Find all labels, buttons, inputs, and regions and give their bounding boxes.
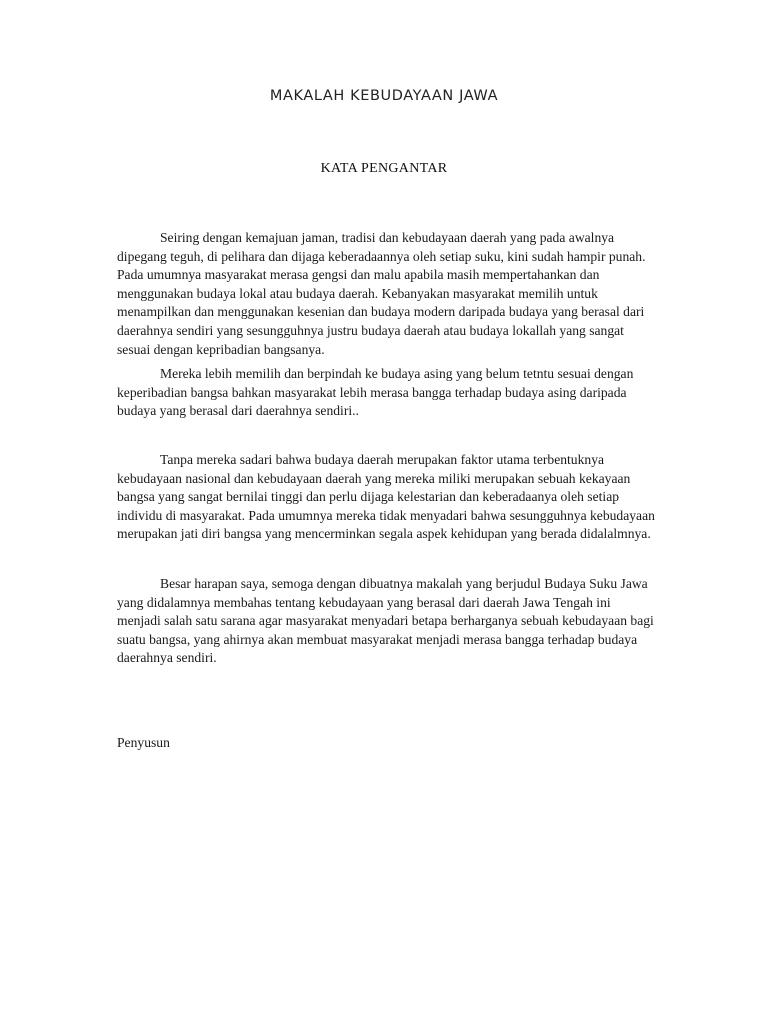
paragraph-2: Mereka lebih memilih dan berpindah ke budaya asing yang belum tetntu sesuai dengan keperibadian bangsa bahkan masyarakat lebih merasa bangga terhadap budaya asing daripada budaya yang berasal dari daerahnya sendiri.. xyxy=(117,366,634,419)
document-title: MAKALAH KEBUDAYAAN JAWA xyxy=(269,88,499,104)
author-signature: Penyusun xyxy=(117,735,170,750)
paragraph-3: Tanpa mereka sadari bahwa budaya daerah merupakan faktor utama terbentuknya kebudayaan nasional dan kebudayaan daerah yang mereka miliki merupakan sebuah kekayaan bangsa yang sangat bernilai tinggi dan perlu dijaga kelestarian dan keberadaanya oleh setiap individu di masyarakat. Pada umumnya mereka tidak menyadari bahwa sesungguhnya kebudayaan merupakan jati diri bangsa yang mencerminkan segala aspek kehidupan yang berada didalalmnya. xyxy=(117,451,655,542)
document-body xyxy=(117,229,657,668)
paragraph-1: Seiring dengan kemajuan jaman, tradisi dan kebudayaan daerah yang pada awalnya dipegang teguh, di pelihara dan dijaga keberadaannya oleh setiap suku, kini sudah hampir punah. Pada umumnya masyarakat merasa gengsi dan malu apabila masih mempertahankan dan menggunakan budaya lokal atau budaya daerah. Kebanyakan masyarakat memilih untuk menampilkan dan menggunakan kesenian dan budaya modern daripada budaya yang berasal dari daerahnya sendiri yang sesungguhnya justru budaya daerah atau budaya lokallah yang sangat sesuai dengan kepribadian bangsanya. xyxy=(117,230,646,357)
paragraph-4: Besar harapan saya, semoga dengan dibuatnya makalah yang berjudul Budaya Suku Jawa yang didalamnya membahas tentang kebudayaan yang berasal dari daerah Jawa Tengah ini menjadi salah satu sarana agar masyarakat menyadari betapa berharganya sebuah kebudayaan bagi suatu bangsa, yang ahirnya akan membuat masyarakat menjadi merasa bangga terhadap budaya daerahnya sendiri. xyxy=(117,575,654,666)
section-heading: KATA PENGANTAR xyxy=(320,161,448,176)
